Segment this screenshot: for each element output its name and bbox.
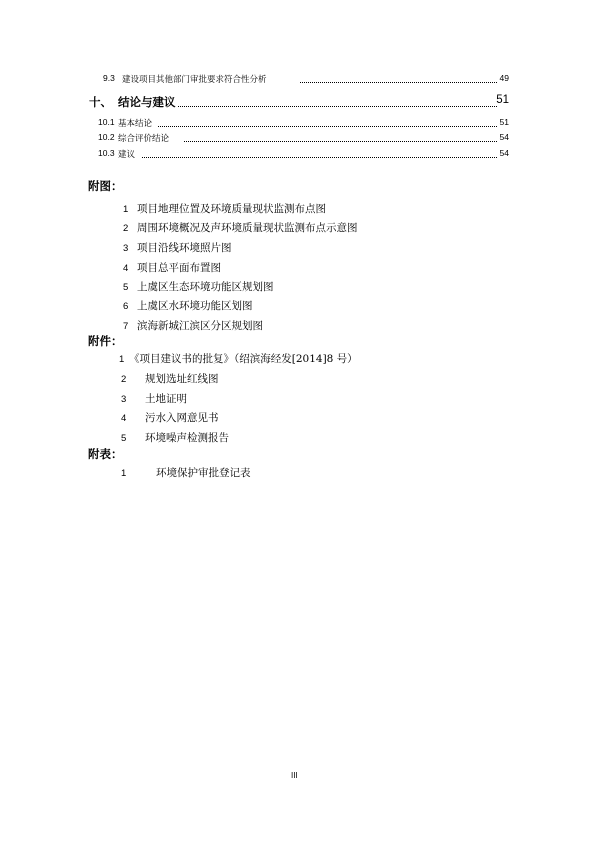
toc-entry-10-1[interactable] [0,117,595,131]
toc-page: 51 [499,117,509,127]
toc-title: 建设项目其他部门审批要求符合性分析 [122,75,267,85]
toc-leader [184,141,497,142]
figure-item [123,318,263,333]
figure-title: 周围环境概况及声环境质量现状监测布点示意图 [137,222,358,234]
attachments-heading: 附件： [88,334,123,348]
figure-number: 7 [123,321,129,332]
figure-title: 项目地理位置及环境质量现状监测布点图 [137,203,326,215]
toc-number: 9.3 [103,73,115,83]
table-title: 环境保护审批登记表 [156,467,251,479]
attachment-item [119,351,358,366]
attachment-item [121,371,219,386]
toc-entry-chapter-10[interactable] [0,94,595,110]
table-item [121,465,251,480]
toc-entry-10-2[interactable] [0,132,595,146]
table-number: 1 [121,468,127,479]
toc-number: 十、 [89,95,112,109]
figure-number: 6 [123,301,129,312]
figure-title: 滨海新城江滨区分区规划图 [137,320,263,332]
figure-number: 3 [123,243,129,254]
toc-page: 54 [499,148,509,158]
toc-number: 10.2 [98,132,115,142]
figure-number: 1 [123,204,129,215]
toc-number: 10.1 [98,117,115,127]
figure-item [123,220,358,235]
attachment-number: 5 [121,433,127,444]
attachment-item [121,430,229,445]
attachment-title: 土地证明 [145,393,187,405]
figure-item [123,260,221,275]
toc-page: 54 [499,132,509,142]
attachment-title: 规划选址红线图 [145,373,219,385]
attachment-title: 环境噪声检测报告 [145,432,229,444]
figure-title: 项目沿线环境照片图 [137,242,232,254]
attachment-number: 3 [121,394,127,405]
figure-number: 5 [123,282,129,293]
page-number: III [291,771,298,780]
attachment-title: 《项目建议书的批复》（绍滨海经发[2014]8 号） [129,353,358,365]
attachment-title: 污水入网意见书 [145,412,219,424]
attachment-item [121,391,187,406]
toc-title: 建议 [118,150,136,160]
tables-heading: 附表： [88,447,123,461]
toc-page: 51 [496,94,509,106]
attachment-number: 4 [121,413,127,424]
attachment-item [121,410,219,425]
toc-entry-10-3[interactable] [0,148,595,162]
figure-number: 2 [123,223,129,234]
figure-number: 4 [123,263,129,274]
toc-leader [142,157,497,158]
toc-number: 10.3 [98,148,115,158]
figure-title: 上虞区水环境功能区划图 [137,300,253,312]
attachment-number: 1 [119,354,125,365]
toc-title: 基本结论 [118,119,153,129]
toc-leader [178,106,497,107]
figure-item [123,240,232,255]
toc-page: 49 [499,73,509,83]
figure-item [123,279,274,294]
toc-leader [158,126,497,127]
figure-item [123,201,326,216]
toc-title: 结论与建议 [118,95,176,109]
toc-title: 综合评价结论 [118,134,170,144]
toc-leader [300,82,497,83]
attachment-number: 2 [121,374,127,385]
toc-entry-9-3[interactable] [0,73,595,87]
figures-heading: 附图： [88,179,123,193]
figure-item [123,298,253,313]
figure-title: 项目总平面布置图 [137,262,221,274]
figure-title: 上虞区生态环境功能区规划图 [137,281,274,293]
